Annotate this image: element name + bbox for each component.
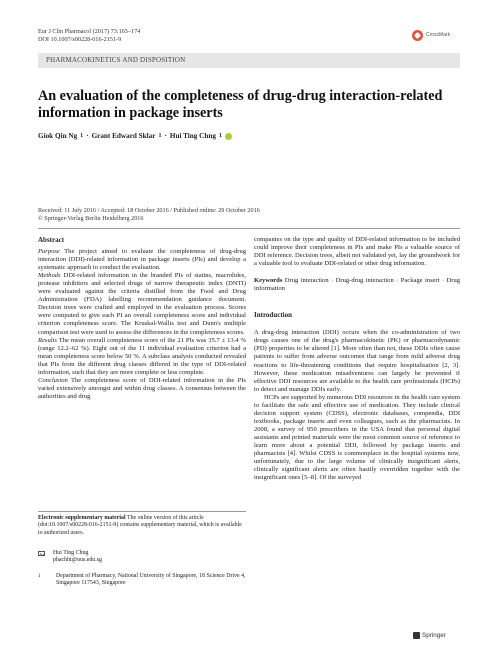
abstract-text: The completeness score of DDI-related information in the PIs varied extensively amongst and within drug classes. A consensus between the authorities and drug xyxy=(38,376,246,400)
author-name[interactable]: Hui Ting Chng xyxy=(169,132,216,140)
abstract-label: Purpose xyxy=(38,248,60,256)
abstract-purpose xyxy=(38,248,246,272)
crossmark-icon xyxy=(412,30,423,41)
section-label: PHARMACOKINETICS AND DISPOSITION xyxy=(46,56,186,64)
author-separator: · xyxy=(164,132,167,140)
footnote-rule xyxy=(38,511,246,512)
abstract-text: The mean overall completeness score of the 21 PIs was 35.7 ± 13.4 % (range 12.2–62 %). Eight out of the 11 individual evaluation criterion had a mean completeness score below 50 %. A subclass analysis conducted revealed that PIs from the different drug classes differed in the type of DDI-related information, such that they are more complete or less complete. xyxy=(38,336,246,376)
introduction-paragraph: A drug-drug interaction (DDI) occurs when the co-administration of two drugs causes one of the drug's pharmacokinetic (PK) or pharmacodynamic (PD) properties to be altered [1]. More often than not, these DDIs often cause patients to suffer from adverse outcomes that range from mild adverse drug reactions to life-threatening conditions that require hospitalisation [2, 3]. However, these medication misadventures can largely be prevented if effective DDI resources are available to the health care professionals (HCPs) to detect and manage DDIs early. xyxy=(254,329,460,393)
abstract-conclusion-continued: companies on the type and quality of DDI-related information to be included could improve their completeness in PIs and make PIs a valuable source of DDI reference. Decision trees, albeit not validated yet, lay the groundwork for a valuable tool to evaluate DDI-related or other drug information. xyxy=(254,236,460,268)
article-title: An evaluation of the completeness of drug-drug interaction-related information in package inserts xyxy=(38,88,443,121)
doi-line[interactable]: DOI 10.1007/s00228-016-2151-9 xyxy=(38,36,122,44)
abstract-results xyxy=(38,337,246,377)
author-separator: · xyxy=(86,132,89,140)
abstract-label: Conclusion xyxy=(38,376,68,384)
keywords-block xyxy=(254,277,460,293)
abstract-label: Methods xyxy=(38,272,61,280)
esm-note xyxy=(38,515,246,537)
springer-horse-icon xyxy=(413,632,420,639)
contact-name: Hui Ting Chng xyxy=(53,550,89,556)
envelope-icon xyxy=(38,551,45,556)
right-column xyxy=(254,236,460,482)
publisher-logo xyxy=(413,632,446,639)
introduction-paragraph: HCPs are supported by numerous DDI resources in the health care system to facilitate the safe and effective use of medication. They include clinical decision support system (CDSS), electronic databases, compendia, DDI textbooks, package inserts and even colleagues, such as the pharmacists. In 2008, a survey of 950 prescribers in the USA found that personal digital assistants and printed materials were the most common source of reference to learn more about a potential DDI, followed by package inserts and pharmacists [4]. Whilst CDSS is commonplace in the hospital systems now, unfortunately, due to the large volume of clinically insignificant alerts, clinically significant alerts are often hastily overridden together with the insignificant ones [5–8]. Of the surveyed xyxy=(254,393,460,482)
section-band xyxy=(38,53,460,68)
abstract-methods xyxy=(38,272,246,336)
abstract-heading: Abstract xyxy=(38,236,65,244)
author-name[interactable]: Giok Qin Ng xyxy=(38,132,78,140)
contact-email[interactable]: phachht@nus.edu.sg xyxy=(53,557,102,564)
affiliation-mark: 1 xyxy=(38,573,41,579)
crossmark-label: CrossMark xyxy=(426,32,451,38)
affiliation-text: Department of Pharmacy, National University of Singapore, 18 Science Drive 4, Singapore 117543, Singapore xyxy=(56,572,246,587)
introduction-heading: Introduction xyxy=(254,311,292,320)
author-affiliation-mark: 1 xyxy=(80,133,84,139)
abstract-text: DDI-related information in the branded PIs of statins, macrolides, protease inhibitors and selected drugs of narrow therapeutic index (DNTI) were evaluated against the criteria distilled from the Food and Drug Administration (FDA) labelling recommendation guidance document. Decision trees were crafted and employed in the evaluation process. Scores were computed to give each PI an overall completeness score and individual criterion completeness score. The Kruskal-Wallis test and Dunn's multiple comparison test were used to assess the differences in the completeness scores. xyxy=(38,272,247,336)
received-dates: Received: 11 July 2016 / Accepted: 18 October 2016 / Published online: 29 October 2016 xyxy=(38,207,260,214)
author-affiliation-mark: 1 xyxy=(158,133,162,139)
journal-citation: Eur J Clin Pharmacol (2017) 73:165–174 xyxy=(38,28,141,35)
journal-header xyxy=(38,28,140,44)
orcid-icon[interactable] xyxy=(225,133,232,140)
publisher-name: Springer xyxy=(422,632,446,639)
copyright-line: © Springer-Verlag Berlin Heidelberg 2016 xyxy=(38,215,144,223)
keywords-text: Drug interaction · Drug-drug interaction · Package insert · Drug information xyxy=(254,277,460,293)
correspondence-block xyxy=(38,550,246,588)
esm-text: The online version of this article (doi:10.1007/s00228-016-2151-9) contains supplementary material, which is available to authorized users. xyxy=(38,515,242,536)
author-name[interactable]: Grant Edward Sklar xyxy=(91,132,156,140)
author-affiliation-mark: 1 xyxy=(218,133,222,139)
abstract-text: The project aimed to evaluate the completeness of drug-drug interaction (DDI)-related information in package inserts (PIs) and develop a systematic approach to conduct the evaluation. xyxy=(38,248,246,272)
author-list xyxy=(38,132,232,140)
contact-row xyxy=(38,550,246,565)
crossmark-button[interactable] xyxy=(412,28,462,42)
divider-rule xyxy=(38,228,460,229)
abstract-conclusion xyxy=(38,377,246,401)
esm-title: Electronic supplementary material xyxy=(38,515,126,521)
history-block xyxy=(38,207,260,224)
affiliation-row xyxy=(38,573,246,588)
abstract-column xyxy=(38,236,246,401)
abstract-label: Results xyxy=(38,336,57,344)
keywords-label: Keywords xyxy=(254,277,283,285)
